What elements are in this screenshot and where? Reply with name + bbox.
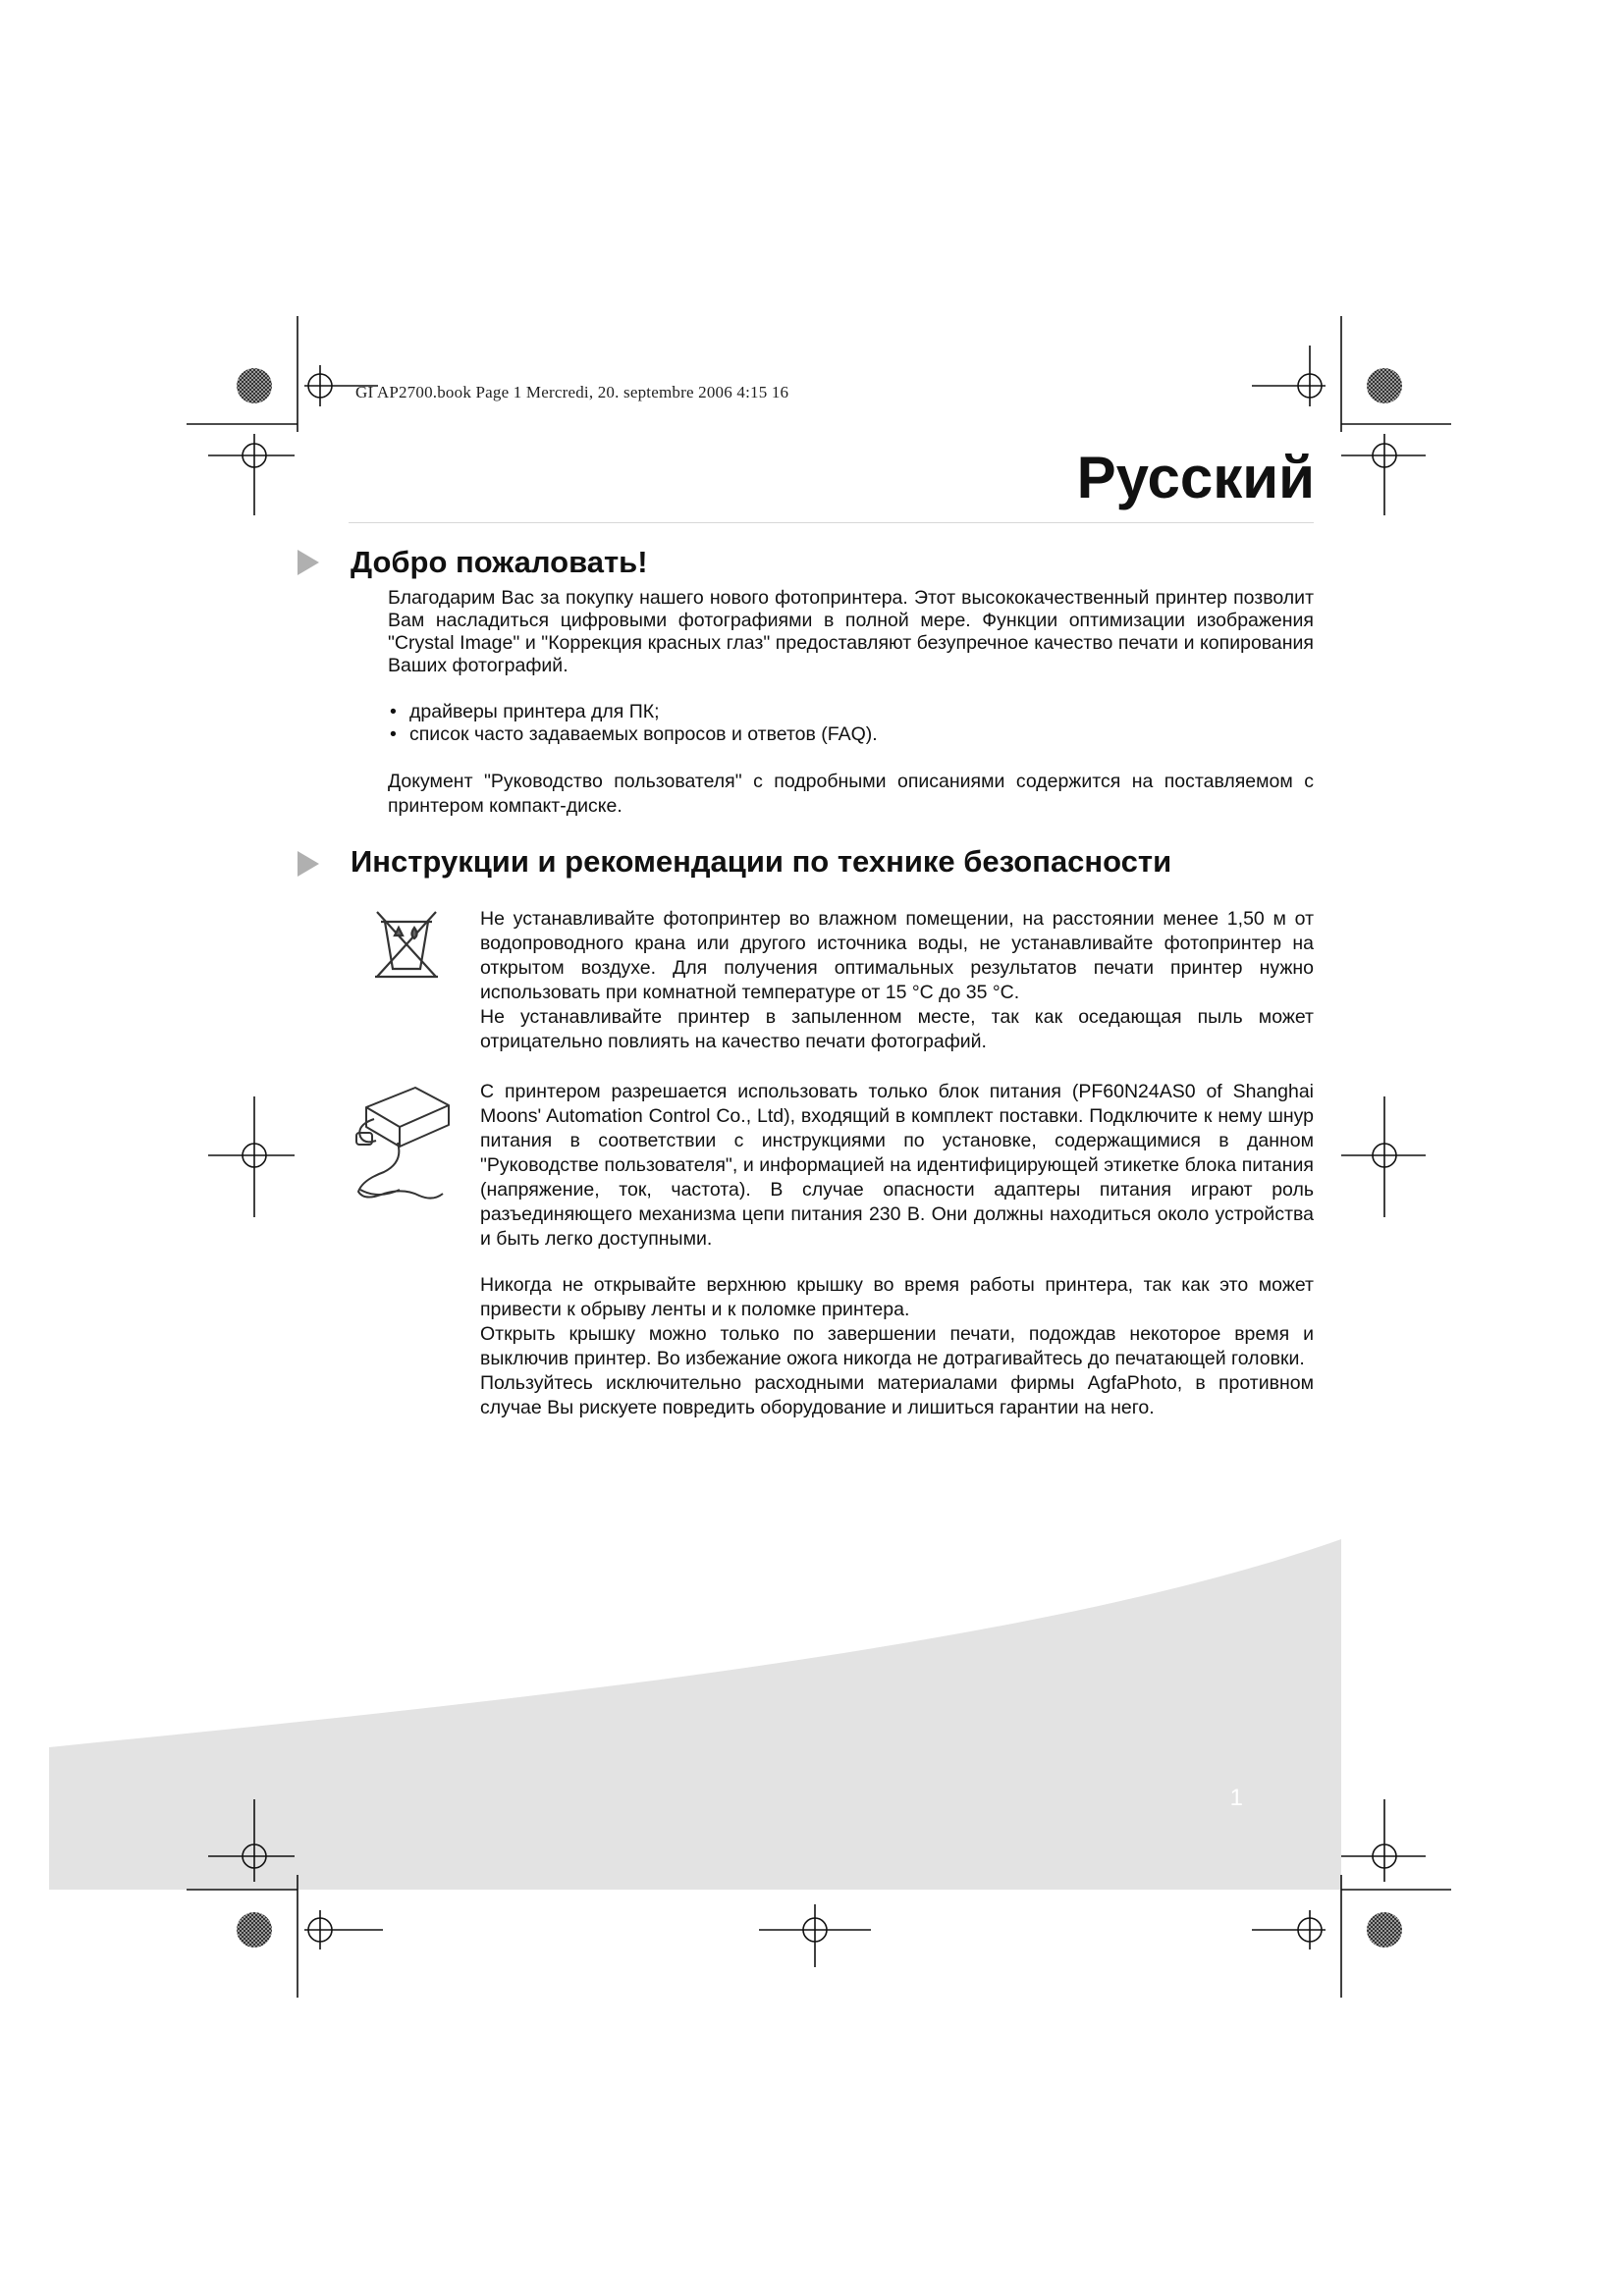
power-supply-warning: С принтером разрешается использовать только блок питания (PF60N24AS0 of Shanghai Moons' Automation Control Co., Ltd), входящий в комплект поставки. Подключите к нему шнур питания в соответствии с инструкциями по установке, содержащимися в данном "Руководстве пользователя", и информацией на идентифицирующей этикетке блока питания (напряжение, ток, частота). В случае опасности адаптеры питания играют роль разъединяющего механизма цепи питания 230 В. Они должны находиться около устройства и быть легко доступными. <box>480 1081 1314 1250</box>
page-number: 1 <box>1229 1785 1243 1811</box>
moisture-warning: Не устанавливайте фотопринтер во влажном помещении, на расстоянии менее 1,50 м от водопроводного крана или другого источника воды, не устанавливайте фотопринтер на открытом воздухе. Для получения оптимальных результатов печати принтер нужно использовать при комнатной температуре от 15 °C до 35 °C. <box>480 908 1314 1003</box>
list-item: • список часто задаваемых вопросов и ответов (FAQ). <box>388 723 1314 746</box>
safety-moisture-text <box>480 907 1314 1054</box>
print-slug: GI AP2700.book Page 1 Mercredi, 20. septembre 2006 4:15 16 <box>355 383 789 401</box>
safety-heading: Инструкции и рекомендации по технике безопасности <box>351 844 1172 879</box>
welcome-heading: Добро пожаловать! <box>351 545 648 579</box>
welcome-body <box>388 587 1314 819</box>
power-adapter-icon <box>349 1080 457 1202</box>
consumables-warning: Пользуйтесь исключительно расходными материалами фирмы AgfaPhoto, в противном случае Вы рискуете повредить оборудование и лишиться гарантии на него. <box>480 1372 1314 1418</box>
page-title: Русский <box>1076 445 1315 510</box>
dust-warning: Не устанавливайте принтер в запыленном месте, так как оседающая пыль может отрицательно повлиять на качество печати фотографий. <box>480 1006 1314 1052</box>
cover-opening-instruction: Открыть крышку можно только по завершении печати, подождав некоторое время и выключив принтер. Во избежание ожога никогда не дотрагивайтесь до печатающей головки. <box>480 1323 1314 1369</box>
section-arrow-icon <box>298 851 319 877</box>
no-moisture-icon <box>371 908 442 982</box>
safety-cover-text <box>480 1273 1314 1420</box>
safety-power-text <box>480 1080 1314 1252</box>
list-item: • драйверы принтера для ПК; <box>388 701 1314 723</box>
section-arrow-icon <box>298 550 319 575</box>
title-divider <box>349 522 1314 523</box>
cover-warning: Никогда не открывайте верхнюю крышку во время работы принтера, так как это может привести к обрыву ленты и к поломке принтера. <box>480 1274 1314 1320</box>
welcome-intro: Благодарим Вас за покупку нашего нового фотопринтера. Этот высококачественный принтер позволит Вам насладиться цифровыми фотографиями в полной мере. Функции оптимизации изображения "Crystal Image" и "Коррекция красных глаз" предоставляют безупречное качество печати и копирования Ваших фотографий. <box>388 587 1314 676</box>
welcome-bullet-list <box>388 701 1314 746</box>
welcome-closing: Документ "Руководство пользователя" с подробными описаниями содержится на поставляемом с принтером компакт-диске. <box>388 771 1314 817</box>
